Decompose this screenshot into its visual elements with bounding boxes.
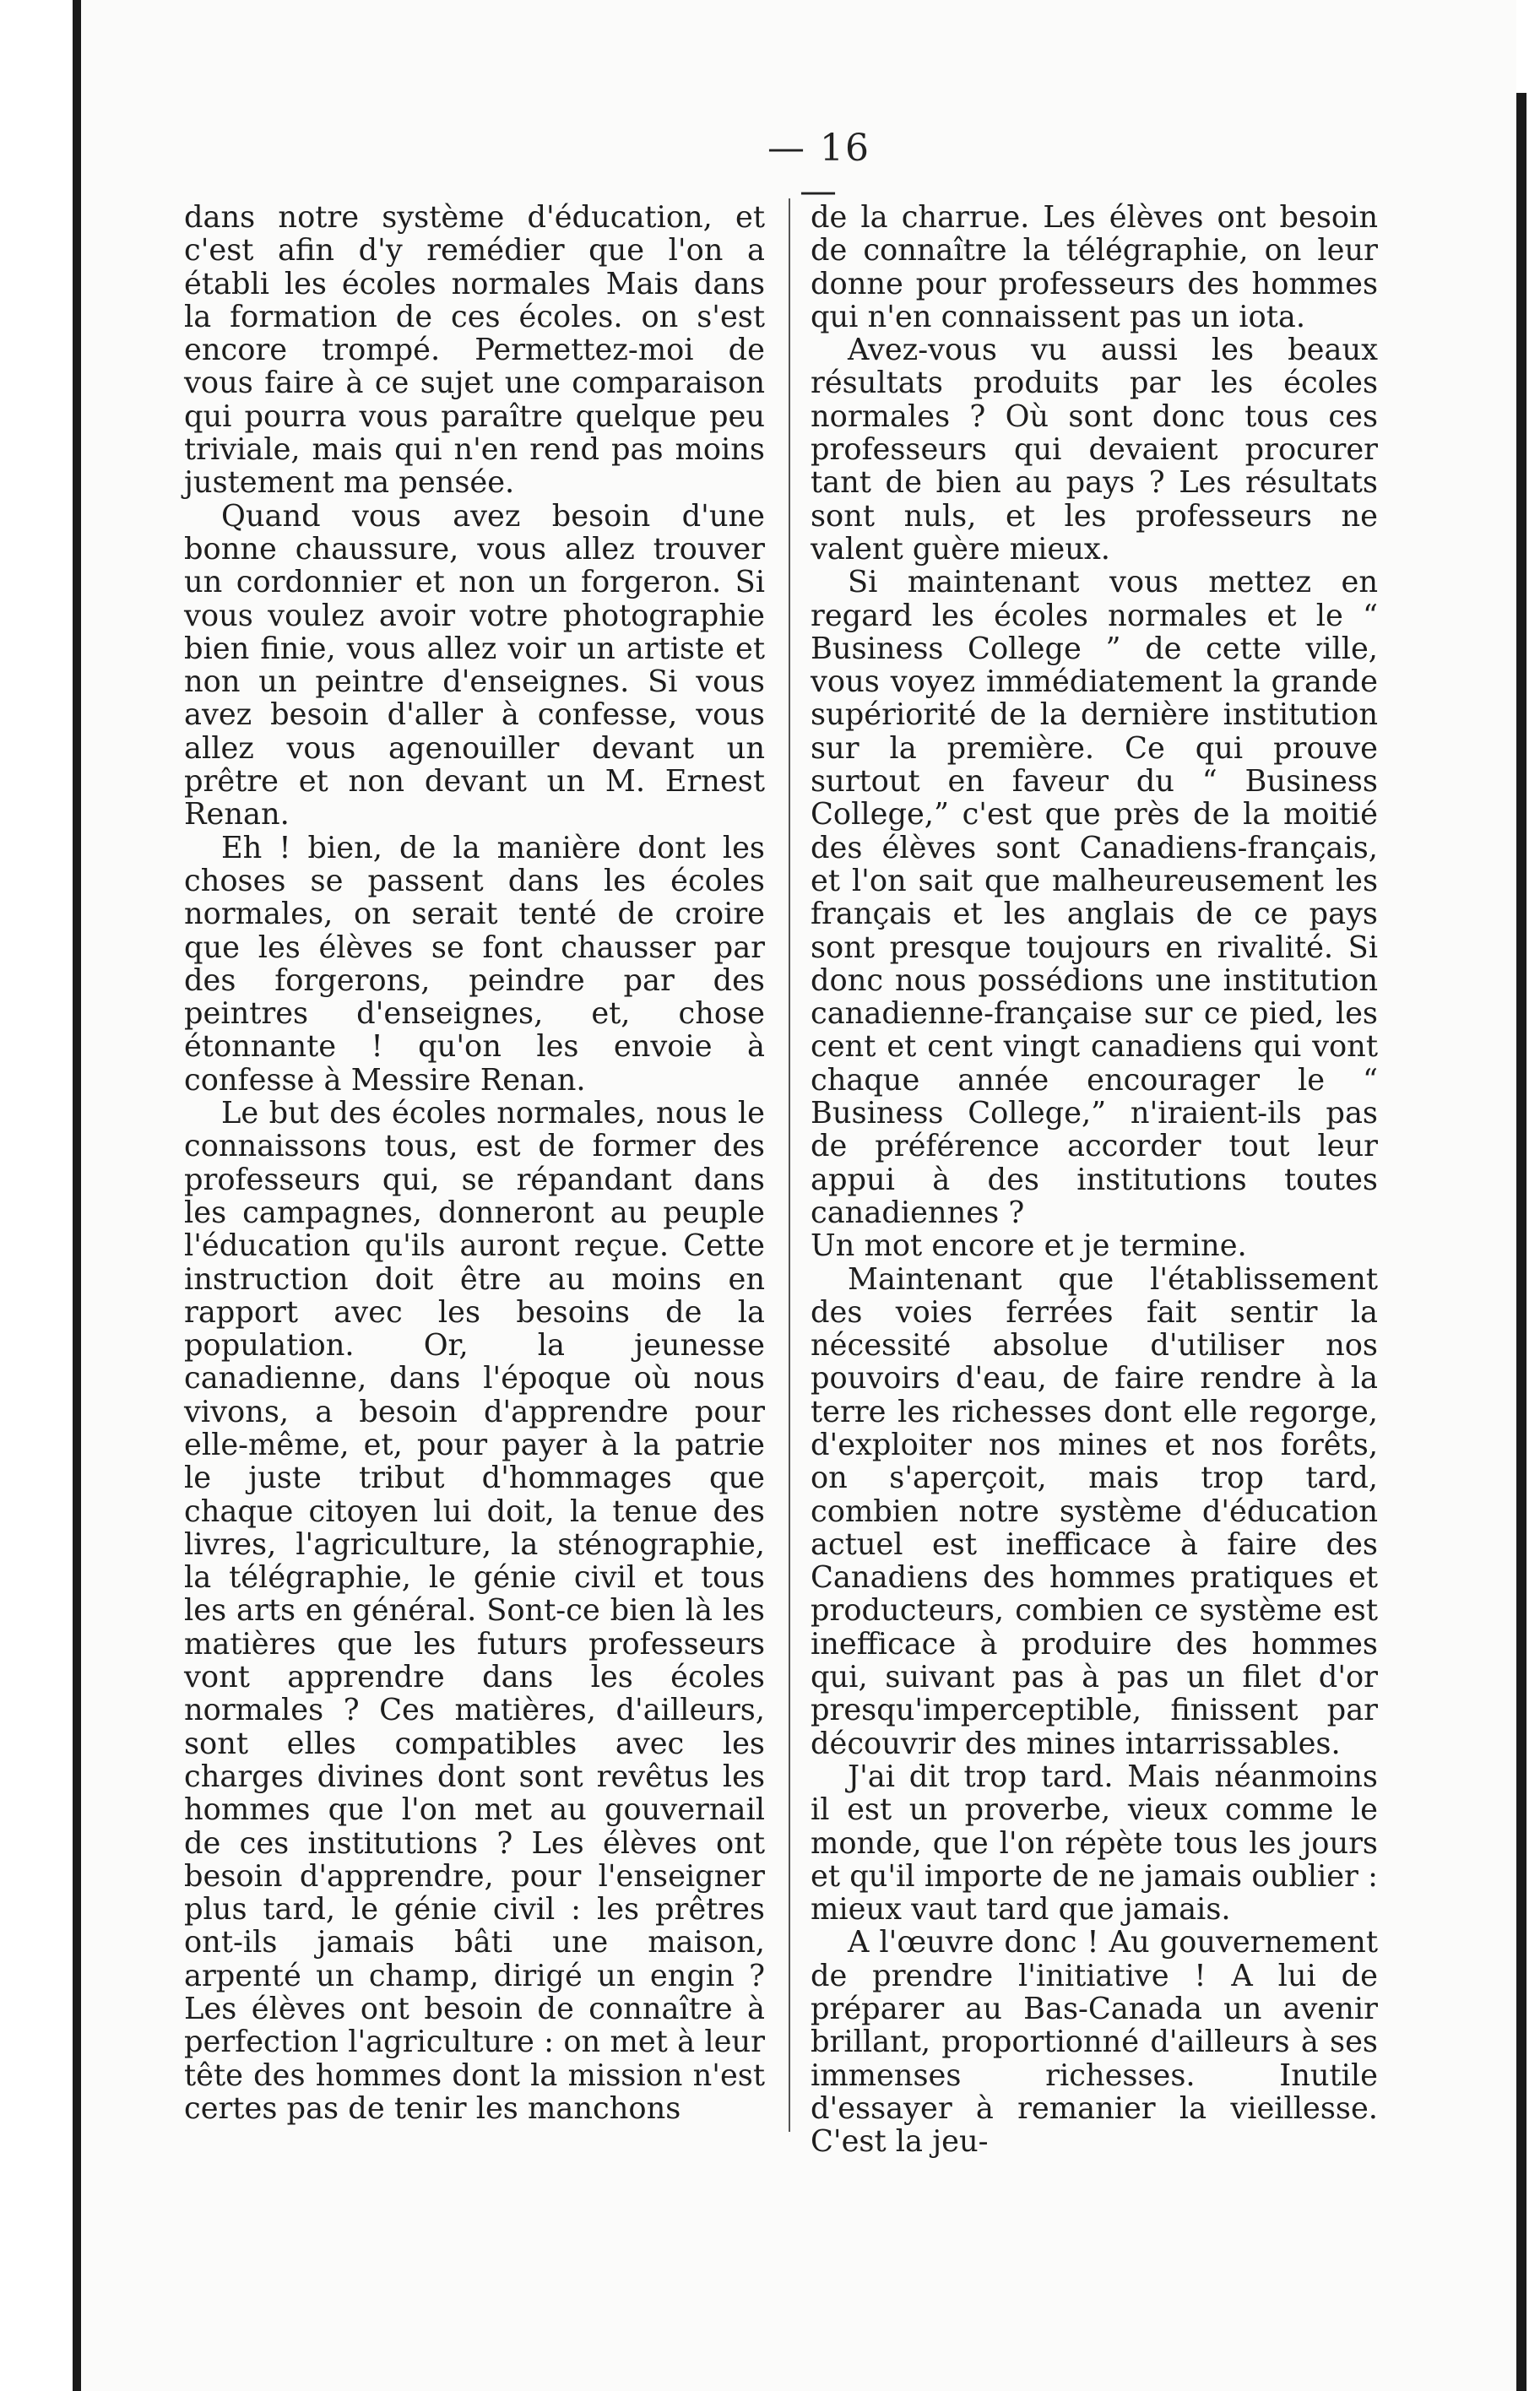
right-column: [811, 201, 1378, 2159]
left-paragraph-1: dans notre système d'éducation, et c'est afin d'y remédier que l'on a établi les écoles normales Mais dans la formation de ces écoles. on s'est encore trompé. Permettez-moi de vous faire à ce sujet une comparaison qui pourra vous paraître quelque peu triviale, mais qui n'en rend pas moins justement ma pensée.: [184, 200, 765, 501]
right-paragraph-3: Si maintenant vous mettez en regard les écoles normales et le “ Business College ” de cette ville, vous voyez immédiatement la grande supériorité de la dernière institution sur la première. Ce qui prouve surtout en faveur du “ Business College,” c'est que près de la moitié des élèves sont Canadiens-français, et l'on sait que malheureusement les français et les anglais de ce pays sont presque toujours en rivalité. Si donc nous possédions une institution canadienne-française sur ce pied, les cent et cent vingt canadiens qui vont chaque année encourager le “ Business College,” n'iraient-ils pas de préférence accorder tout leur appui à des institutions toutes canadiennes ?: [811, 565, 1378, 1230]
right-paragraph-5: Maintenant que l'établissement des voies ferrées fait sentir la nécessité absolue d'utiliser nos pouvoirs d'eau, de faire rendre à la terre les richesses dont elle regorge, d'exploiter nos mines et nos forêts, on s'aperçoit, mais trop tard, combien notre système d'éducation actuel est inefficace à faire des Canadiens des hommes pratiques et producteurs, combien ce système est inefficace à produire des hommes qui, suivant pas à pas un filet d'or presqu'imperceptible, finissent par découvrir des mines intarrissables.: [811, 1261, 1378, 1761]
left-column: [184, 201, 765, 2125]
scan-left-edge: [73, 0, 81, 2391]
right-paragraph-1: de la charrue. Les élèves ont besoin de connaître la télégraphie, on leur donne pour professeurs des hommes qui n'en connaissent pas un iota.: [811, 200, 1378, 334]
left-paragraph-3: Eh ! bien, de la manière dont les choses se passent dans les écoles normales, on serait tenté de croire que les élèves se font chausser par des forgerons, peindre par des peintres d'enseignes, et, chose étonnante ! qu'on les envoie à confesse à Messire Renan.: [184, 830, 765, 1098]
left-paragraph-4: Le but des écoles normales, nous le connaissons tous, est de former des professeurs qui, se répandant dans les campagnes, donneront au peuple l'éducation qu'ils auront reçue. Cette instruction doit être au moins en rapport avec les besoins de la population. Or, la jeunesse canadienne, dans l'époque où nous vivons, a besoin d'apprendre pour elle-même, et, pour payer à la patrie le juste tribut d'hommages que chaque citoyen lui doit, la tenue des livres, l'agriculture, la sténographie, la télégraphie, le génie civil et tous les arts en général. Sont-ce bien là les matières que les futurs professeurs vont apprendre dans les écoles normales ? Ces matières, d'ailleurs, sont elles compatibles avec les charges divines dont sont revêtus les hommes que l'on met au gouvernail de ces institutions ? Les élèves ont besoin d'apprendre, pour l'enseigner plus tard, le génie civil : les prêtres ont-ils jamais bâti une maison, arpenté un champ, dirigé un engin ? Les élèves ont besoin de connaître à perfection l'agriculture : on met à leur tête des hommes dont la mission n'est certes pas de tenir les manchons: [184, 1096, 765, 2126]
left-paragraph-2: Quand vous avez besoin d'une bonne chaussure, vous allez trouver un cordonnier et non un forgeron. Si vous voulez avoir votre photographie bien finie, vous allez voir un artiste et non un peintre d'enseignes. Si vous avez besoin d'aller à confesse, vous allez vous agenouiller devant un prêtre et non devant un M. Ernest Renan.: [184, 498, 765, 832]
right-paragraph-6: J'ai dit trop tard. Mais néanmoins il est un proverbe, vieux comme le monde, que l'on répète tous les jours et qu'il importe de ne jamais oublier : mieux vaut tard que jamais.: [811, 1759, 1378, 1927]
right-paragraph-2: Avez-vous vu aussi les beaux résultats produits par les écoles normales ? Où sont donc tous ces professeurs qui devaient procurer tant de bien au pays ? Les résultats sont nuls, et les professeurs ne valent guère mieux.: [811, 333, 1378, 567]
right-paragraph-4: Un mot encore et je termine.: [811, 1228, 1247, 1264]
right-paragraph-7: A l'œuvre donc ! Au gouvernement de prendre l'initiative ! A lui de préparer au Bas-Canada un avenir brillant, proportionné d'ailleurs à ses immenses richesses. Inutile d'essayer à remanier la vieillesse. C'est la jeu-: [811, 1925, 1378, 2160]
scan-right-edge: [1516, 93, 1526, 2391]
page-number: — 16 —: [767, 127, 870, 213]
column-divider: [789, 198, 790, 2132]
